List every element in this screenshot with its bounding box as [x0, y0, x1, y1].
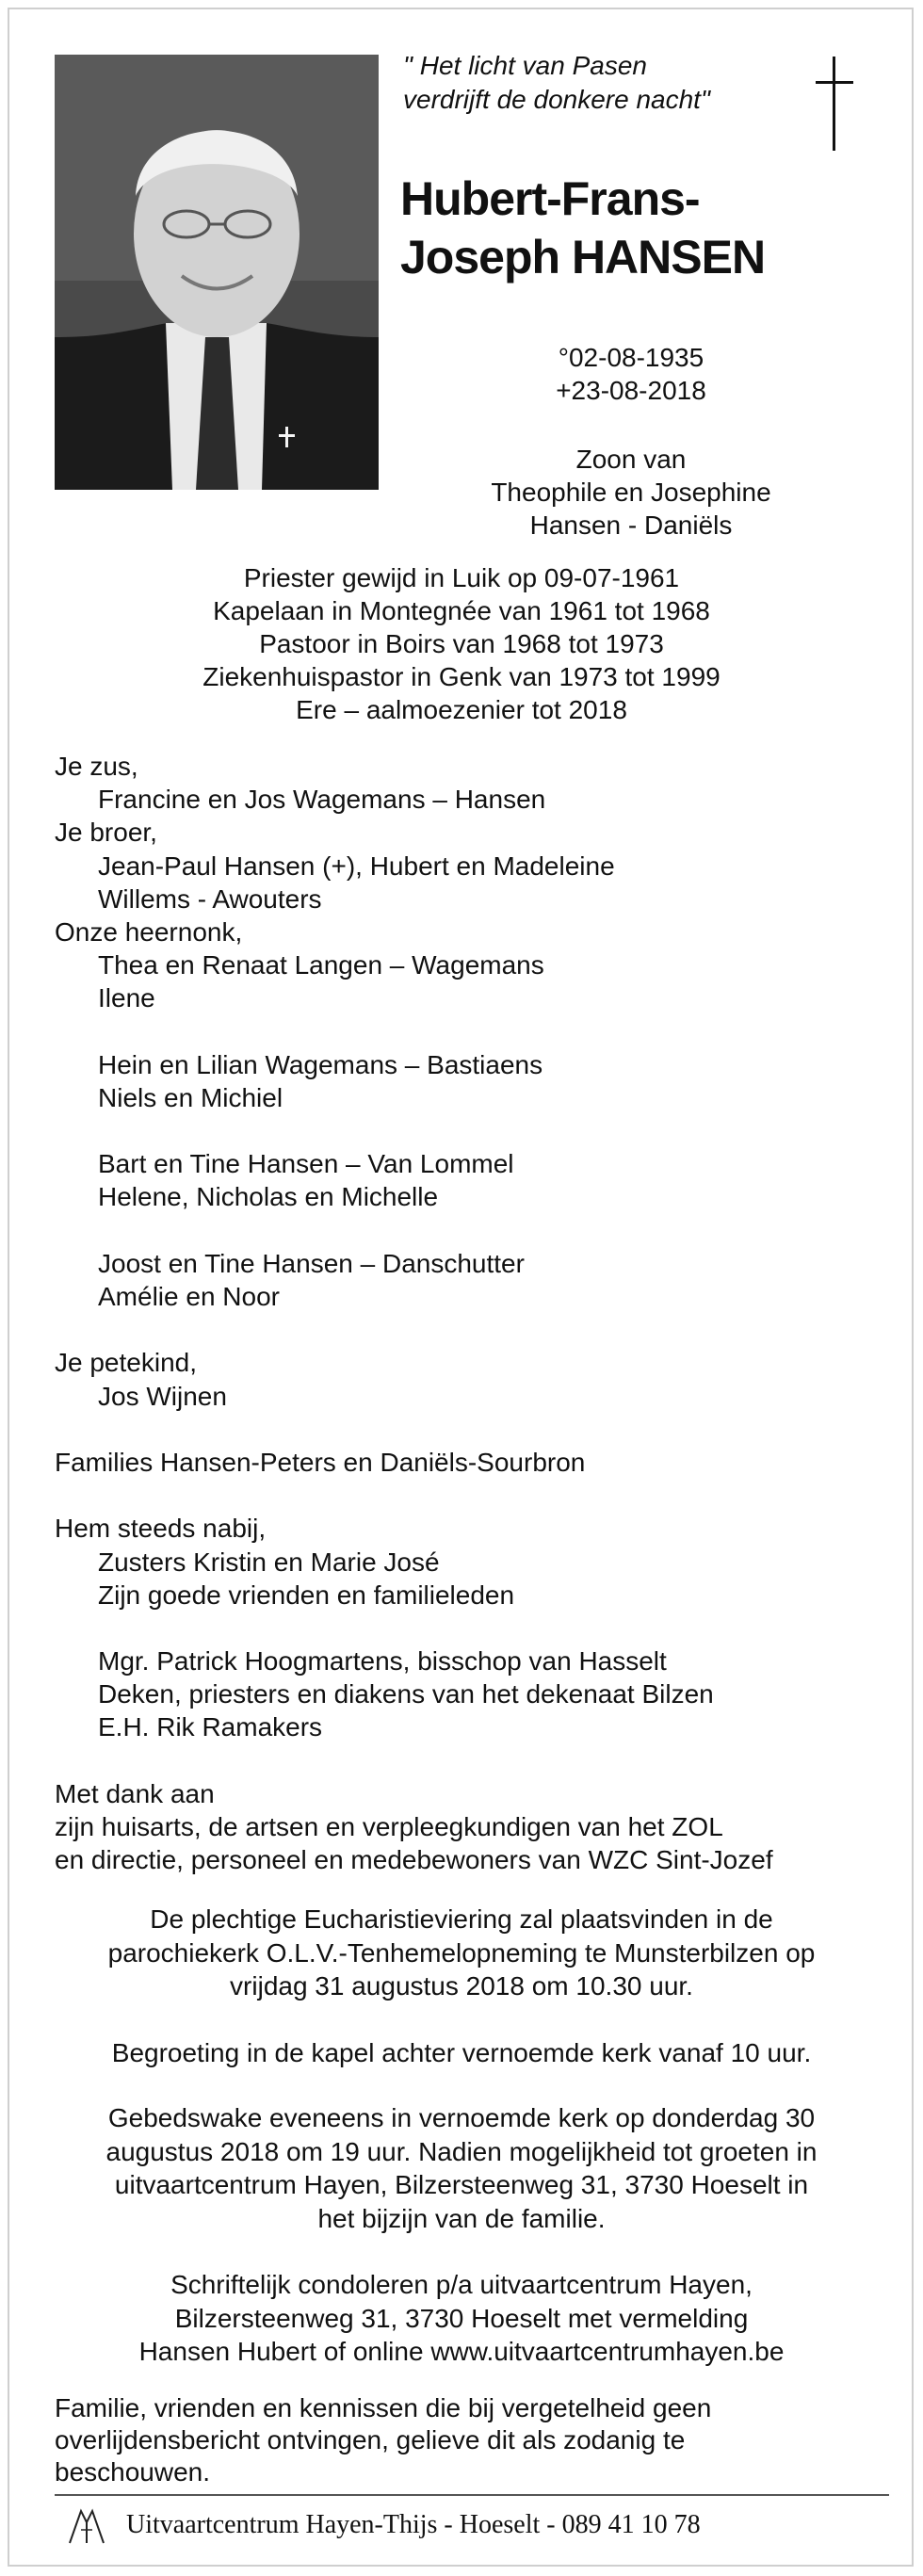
- deceased-name: [400, 170, 871, 286]
- greeting-line: Begroeting in de kapel achter vernoemde kerk vanaf 10 uur.: [111, 2038, 812, 2067]
- condolences-line: Hansen Hubert of online www.uitvaartcentrumhayen.be: [138, 2337, 785, 2366]
- family-line: zijn huisarts, de artsen en verpleegkundigen van het ZOL: [55, 1812, 723, 1841]
- parents-line: Zoon van: [575, 445, 687, 474]
- family-line: Zusters Kristin en Marie José: [98, 1547, 440, 1577]
- family-spacer: [55, 1313, 883, 1346]
- condolences-line: Bilzersteenweg 31, 3730 Hoeselt met vermelding: [174, 2303, 749, 2333]
- family-line: Onze heernonk,: [55, 916, 243, 947]
- vigil-line: uitvaartcentrum Hayen, Bilzersteenweg 31, 3730 Hoeselt in: [114, 2170, 809, 2199]
- family-spacer: [55, 1413, 883, 1446]
- family-line: en directie, personeel en medebewoners van WZC Sint-Jozef: [55, 1845, 773, 1875]
- family-line: Families Hansen-Peters en Daniëls-Sourbron: [55, 1447, 586, 1477]
- death-date: +23-08-2018: [556, 376, 706, 405]
- vigil-paragraph: [38, 2101, 885, 2235]
- family-line: Jos Wijnen: [98, 1381, 227, 1411]
- family-line: Mgr. Patrick Hoogmartens, bisschop van Hasselt: [98, 1646, 667, 1677]
- family-line: E.H. Rik Ramakers: [98, 1712, 323, 1742]
- family-line: Zijn goede vrienden en familieleden: [98, 1580, 515, 1610]
- family-line: Bart en Tine Hansen – Van Lommel: [98, 1149, 514, 1179]
- family-line: Je zus,: [55, 752, 138, 781]
- name-line-1: Hubert-Frans-: [400, 172, 700, 225]
- career-block: [57, 561, 866, 726]
- funeral-home-logo-icon: [64, 2502, 109, 2547]
- cross-icon: [814, 57, 855, 151]
- condolences-paragraph: [38, 2268, 885, 2369]
- funeral-home-contact: Uitvaartcentrum Hayen-Thijs - Hoeselt - 089 41 10 78: [126, 2510, 701, 2539]
- parents-line: Theophile en Josephine: [491, 478, 771, 507]
- career-line: Kapelaan in Montegnée van 1961 tot 1968: [213, 596, 710, 625]
- family-line: Ilene: [98, 983, 155, 1013]
- name-line-2: Joseph HANSEN: [400, 231, 766, 284]
- family-line: Je broer,: [55, 818, 157, 848]
- career-line: Priester gewijd in Luik op 09-07-1961: [243, 563, 680, 592]
- family-line: Francine en Jos Wagemans – Hansen: [98, 785, 546, 815]
- closing-line: overlijdensbericht ontvingen, gelieve dit als zodanig te: [55, 2425, 686, 2454]
- parents-line: Hansen - Daniëls: [529, 510, 733, 540]
- family-line: Hein en Lilian Wagemans – Bastiaens: [98, 1049, 543, 1079]
- family-spacer: [55, 1015, 883, 1048]
- family-line: Joost en Tine Hansen – Danschutter: [98, 1248, 525, 1278]
- closing-line: Familie, vrienden en kennissen die bij vergetelheid geen: [55, 2393, 712, 2422]
- family-spacer: [55, 1114, 883, 1147]
- family-line: Willems - Awouters: [98, 883, 322, 914]
- life-dates: [443, 341, 819, 407]
- mass-line: vrijdag 31 augustus 2018 om 10.30 uur.: [230, 1971, 693, 2001]
- birth-date: °02-08-1935: [558, 343, 704, 372]
- footer-divider: [55, 2494, 889, 2496]
- family-line: Hem steeds nabij,: [55, 1514, 267, 1544]
- family-line: Thea en Renaat Langen – Wagemans: [98, 950, 544, 980]
- closing-line: beschouwen.: [55, 2457, 211, 2487]
- family-spacer: [55, 1479, 883, 1512]
- family-line: Niels en Michiel: [98, 1082, 283, 1112]
- condolences-line: Schriftelijk condoleren p/a uitvaartcentrum Hayen,: [170, 2270, 753, 2299]
- career-line: Ere – aalmoezenier tot 2018: [296, 695, 627, 724]
- vigil-line: Gebedswake eveneens in vernoemde kerk op donderdag 30: [107, 2103, 816, 2132]
- mass-line: De plechtige Eucharistieviering zal plaatsvinden in de: [150, 1904, 773, 1934]
- career-line: Ziekenhuispastor in Genk van 1973 tot 1999: [202, 662, 721, 691]
- family-spacer: [55, 1744, 883, 1777]
- quote-line-2: verdrijft de donkere nacht": [403, 85, 710, 114]
- family-line: Helene, Nicholas en Michelle: [98, 1182, 439, 1212]
- family-line: Je petekind,: [55, 1348, 197, 1378]
- vigil-line: augustus 2018 om 19 uur. Nadien mogelijkheid tot groeten in: [105, 2136, 818, 2166]
- portrait-photo: [55, 55, 379, 490]
- family-line: Met dank aan: [55, 1778, 215, 1808]
- mass-paragraph: [38, 1903, 885, 2003]
- family-spacer: [55, 1214, 883, 1247]
- family-line: Jean-Paul Hansen (+), Hubert en Madeleine: [98, 851, 615, 881]
- mass-line: parochiekerk O.L.V.-Tenhemelopneming te Munsterbilzen op: [107, 1937, 816, 1968]
- family-line: Deken, priesters en diakens van het dekenaat Bilzen: [98, 1679, 714, 1709]
- family-spacer: [55, 1612, 883, 1644]
- parents-block: [414, 443, 848, 542]
- vigil-line: het bijzijn van de familie.: [317, 2203, 606, 2233]
- family-list: [55, 750, 883, 1876]
- footer: [58, 2498, 887, 2551]
- epitaph-quote: [403, 49, 780, 117]
- closing-paragraph: [55, 2392, 865, 2488]
- quote-line-1: " Het licht van Pasen: [403, 51, 647, 80]
- greeting-paragraph: [38, 2036, 885, 2070]
- career-line: Pastoor in Boirs van 1968 tot 1973: [259, 629, 664, 658]
- family-line: Amélie en Noor: [98, 1282, 280, 1311]
